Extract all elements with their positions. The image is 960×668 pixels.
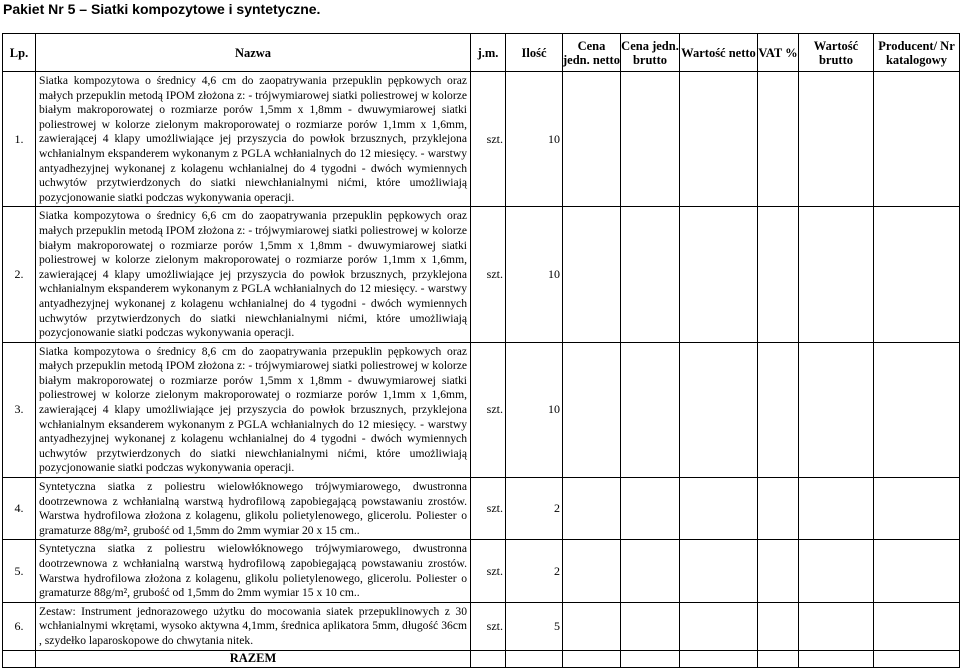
total-vat-cell [758,650,799,667]
row-qty: 10 [506,342,563,477]
row-value-gross-cell[interactable] [799,72,874,207]
row-value-net-cell[interactable] [680,342,758,477]
row-price-gross-cell[interactable] [621,540,680,602]
row-price-gross-cell[interactable] [621,207,680,342]
row-unit: szt. [471,72,506,207]
row-description: Zestaw: Instrument jednorazowego użytku do mocowania siatek przepuklinowych z 30 wchłanialnymi wkrętami, wysoko aktywna 4,1mm, średnica aplikatora 5mm, długość 36cm , szydełko laparoskopowe do chwytania nitek. [36,602,471,650]
row-description: Siatka kompozytowa o średnicy 8,6 cm do zaopatrywania przepuklin pępkowych oraz małych przepuklin metodą IPOM złożona z: - trójwymiarowej siatki poliestrowej w kolorze białym makroporowatej o rozmiarze porów 1,5mm x 1,8mm - dwuwymiarowej siatki poliestrowej w kolorze zielonym makroporowatej o rozmiarze porów 1,1mm x 1,6mm, zawierającej 4 klapy umożliwiające jej przyszycia do powłok brzusznych, przyklejona wchłanialnym eksanderem wykonanym z PGLA wchłanialnych do 12 miesięcy. - warstwy antyadhezyjnej wykonanej z kolagenu wchłanialnej do 4 tygodni - dwóch wymiennych uchwytów przytwierdzonych do siatki niewchłanialnymi nićmi, które umożliwiają pozycjonowanie siatki podczas wykonywania operacji. [36,342,471,477]
total-label: RAZEM [36,650,471,667]
row-price-gross-cell[interactable] [621,478,680,540]
row-lp: 3. [3,342,36,477]
total-price-net-cell [563,650,621,667]
row-unit: szt. [471,602,506,650]
table-row [3,602,960,650]
row-lp: 1. [3,72,36,207]
row-value-gross-cell[interactable] [799,602,874,650]
total-lp-cell [3,650,36,667]
total-unit-cell [471,650,506,667]
row-value-gross-cell[interactable] [799,540,874,602]
header-unit: j.m. [471,34,506,72]
row-unit: szt. [471,342,506,477]
row-lp: 2. [3,207,36,342]
header-value-gross: Wartość brutto [799,34,874,72]
row-description: Syntetyczna siatka z poliestru wielowłóknowego trójwymiarowego, dwustronna dootrzewnowa z wchłanialną warstwą hydrofilową zapobiegającą powstawaniu zrostów. Warstwa hydrofilowa złożona z kolagenu, glikolu polietylenowego, glicerolu. Poliester o gramaturze 88g/m², grubość od 1,5mm do 2mm wymiar 15 x 10 cm.. [36,540,471,602]
row-price-gross-cell[interactable] [621,602,680,650]
header-lp: Lp. [3,34,36,72]
row-description: Siatka kompozytowa o średnicy 6,6 cm do zaopatrywania przepuklin pępkowych oraz małych przepuklin metodą IPOM złożona z: - trójwymiarowej siatki poliestrowej w kolorze białym makroporowatej o rozmiarze porów 1,5mm x 1,8mm - dwuwymiarowej siatki poliestrowej w kolorze zielonym makroporowatej o rozmiarze porów 1,1mm x 1,6mm, zawierającej 4 klapy umożliwiające jej przyszycia do powłok brzusznych, przyklejona wchłanialnym ekspanderem wykonanym z PGLA wchłanialnych do 12 miesięcy. - warstwy antyadhezyjnej wykonanej z kolagenu wchłanialnej do 4 tygodni - dwóch wymiennych uchwytów przytwierdzonych do siatki niewchłanialnymi nićmi, które umożliwiają pozycjonowanie siatki podczas wykonywania operacji. [36,207,471,342]
price-table [2,33,960,668]
row-qty: 2 [506,478,563,540]
row-price-gross-cell[interactable] [621,342,680,477]
row-producer-cell[interactable] [874,602,960,650]
row-price-net-cell[interactable] [563,602,621,650]
row-price-net-cell[interactable] [563,478,621,540]
table-row [3,342,960,477]
row-vat-cell[interactable] [758,602,799,650]
row-price-net-cell[interactable] [563,342,621,477]
row-description: Syntetyczna siatka z poliestru wielowłóknowego trójwymiarowego, dwustronna dootrzewnowa z wchłanialną warstwą hydrofilową zapobiegającą powstawaniu zrostów. Warstwa hydrofilowa złożona z kolagenu, glikolu polietylenowego, glicerolu. Poliester o gramaturze 88g/m², grubość od 1,5mm do 2mm wymiar 20 x 15 cm.. [36,478,471,540]
row-vat-cell[interactable] [758,72,799,207]
row-price-net-cell[interactable] [563,207,621,342]
row-value-net-cell[interactable] [680,540,758,602]
header-name: Nazwa [36,34,471,72]
row-value-net-cell[interactable] [680,72,758,207]
row-price-gross-cell[interactable] [621,72,680,207]
row-value-net-cell[interactable] [680,207,758,342]
total-price-gross-cell [621,650,680,667]
row-producer-cell[interactable] [874,207,960,342]
row-unit: szt. [471,207,506,342]
total-qty-cell [506,650,563,667]
table-row [3,478,960,540]
row-vat-cell[interactable] [758,540,799,602]
header-value-net: Wartość netto [680,34,758,72]
table-row [3,540,960,602]
row-value-net-cell[interactable] [680,602,758,650]
total-value-gross-cell[interactable] [799,650,874,667]
header-vat: VAT % [758,34,799,72]
row-qty: 10 [506,72,563,207]
table-row [3,207,960,342]
row-qty: 5 [506,602,563,650]
row-producer-cell[interactable] [874,342,960,477]
row-producer-cell[interactable] [874,72,960,207]
row-price-net-cell[interactable] [563,72,621,207]
row-vat-cell[interactable] [758,478,799,540]
row-unit: szt. [471,540,506,602]
total-row [3,650,960,667]
row-value-gross-cell[interactable] [799,478,874,540]
total-producer-cell [874,650,960,667]
row-unit: szt. [471,478,506,540]
row-lp: 5. [3,540,36,602]
row-lp: 6. [3,602,36,650]
row-qty: 10 [506,207,563,342]
header-qty: Ilość [506,34,563,72]
row-vat-cell[interactable] [758,342,799,477]
table-row [3,72,960,207]
row-qty: 2 [506,540,563,602]
row-lp: 4. [3,478,36,540]
header-price-net: Cena jedn. netto [563,34,621,72]
row-vat-cell[interactable] [758,207,799,342]
total-value-net-cell[interactable] [680,650,758,667]
row-value-gross-cell[interactable] [799,342,874,477]
document-title: Pakiet Nr 5 – Siatki kompozytowe i syntetyczne. [3,1,321,17]
row-value-gross-cell[interactable] [799,207,874,342]
table-header-row [3,34,960,72]
row-producer-cell[interactable] [874,478,960,540]
row-description: Siatka kompozytowa o średnicy 4,6 cm do zaopatrywania przepuklin pępkowych oraz małych przepuklin metodą IPOM złożona z: - trójwymiarowej siatki poliestrowej w kolorze białym makroporowatej o rozmiarze porów 1,5mm x 1,8mm - dwuwymiarowej siatki poliestrowej w kolorze zielonym makroporowatej o rozmiarze porów 1,1mm x 1,6mm, zawierającej 4 klapy umożliwiające jej przyszycia do powłok brzusznych, przyklejona wchłanialnym ekspanderem wykonanym z PGLA wchłanialnych do 12 miesięcy. - warstwy antyadhezyjnej wykonanej z kolagenu wchłanialnej do 4 tygodni - dwóch wymiennych uchwytów przytwierdzonych do siatki niewchłanialnymi nićmi, które umożliwiają pozycjonowanie siatki podczas wykonywania operacji. [36,72,471,207]
row-producer-cell[interactable] [874,540,960,602]
row-price-net-cell[interactable] [563,540,621,602]
header-price-gross: Cena jedn. brutto [621,34,680,72]
row-value-net-cell[interactable] [680,478,758,540]
header-producer: Producent/ Nr katalogowy [874,34,960,72]
